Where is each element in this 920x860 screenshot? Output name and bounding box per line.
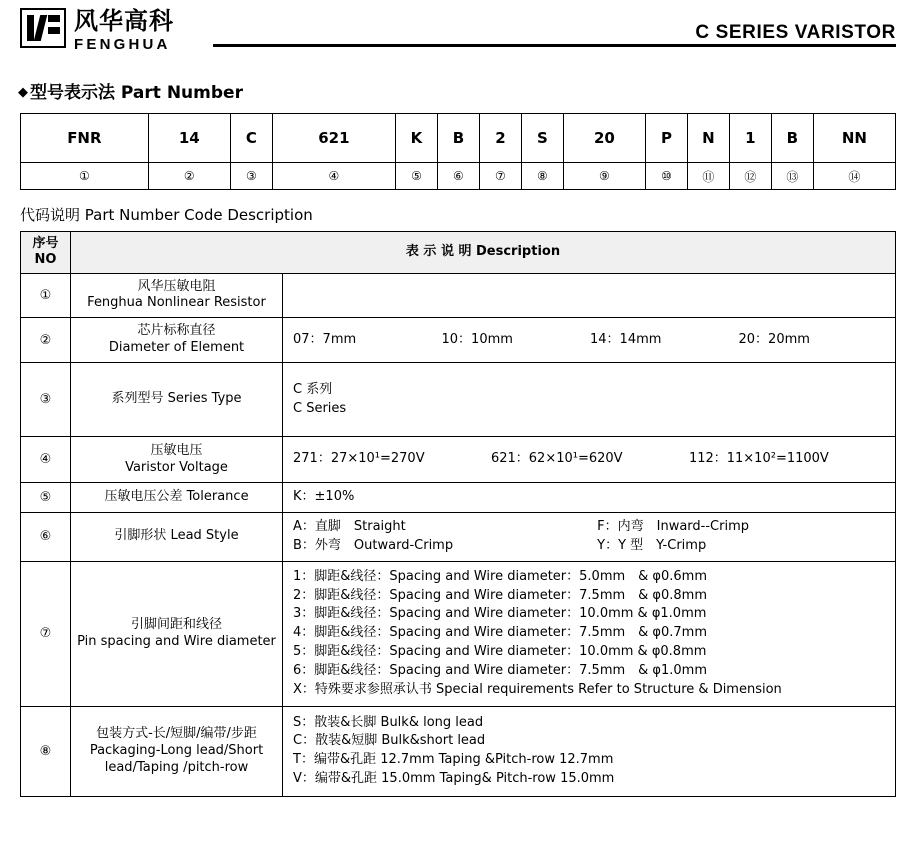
desc-line: X：特殊要求参照承认书 Special requirements Refer to Structure & Dimension xyxy=(293,681,782,697)
desc-item: 112：11×10²=1100V xyxy=(688,451,829,467)
pn-code-cell: 621 xyxy=(272,114,395,163)
desc-item: 07：7mm xyxy=(293,331,357,347)
desc-line: 5：脚距&线径：Spacing and Wire diameter：10.0mm & φ0.8mm xyxy=(293,644,707,660)
table-row xyxy=(21,437,896,483)
row-no: ⑦ xyxy=(21,561,71,706)
desc-line: C：散装&短脚 Bulk&short lead xyxy=(293,733,486,749)
desc-item: 271：27×10¹=270V xyxy=(293,451,425,467)
part-number-table-wrap xyxy=(20,113,896,190)
pn-code-cell: B xyxy=(771,114,813,163)
header-divider xyxy=(213,44,896,47)
pn-index-cell: ③ xyxy=(230,163,272,190)
desc-item: 14：14mm xyxy=(590,331,662,347)
row-name-cn: 包装方式-长/短脚/编带/步距 xyxy=(96,725,257,741)
pn-index-cell: ⑦ xyxy=(479,163,521,190)
code-description-table-wrap xyxy=(20,231,896,797)
row-name-en: Fenghua Nonlinear Resistor xyxy=(87,295,266,311)
diamond-bullet-icon: ◆ xyxy=(18,85,28,100)
row-no: ③ xyxy=(21,363,71,437)
row-name-cn: 风华压敏电阻 xyxy=(137,278,216,294)
pn-index-cell: ⑨ xyxy=(563,163,645,190)
desc-item: B：外弯 Outward-Crimp xyxy=(293,537,454,553)
row-name xyxy=(71,437,283,483)
row-name xyxy=(71,318,283,363)
desc-line: C 系列 xyxy=(293,381,333,397)
row-name-cn: 压敏电压公差 Tolerance xyxy=(104,489,249,505)
row-name-en: Pin spacing and Wire diameter xyxy=(77,633,276,649)
desc-line: C Series xyxy=(293,400,347,416)
row-desc xyxy=(283,706,896,796)
header-no xyxy=(21,232,71,274)
pn-code-cell: NN xyxy=(813,114,895,163)
page-header xyxy=(0,0,920,62)
desc-line: 4：脚距&线径：Spacing and Wire diameter：7.5mm & φ0.7mm xyxy=(293,625,708,641)
logo-chinese-name: 风华高科 xyxy=(74,7,174,35)
page-title: C SERIES VARISTOR xyxy=(695,22,896,43)
row-name xyxy=(71,483,283,513)
row-name xyxy=(71,706,283,796)
pn-code-cell: 14 xyxy=(148,114,230,163)
row-desc xyxy=(283,513,896,562)
section-heading-label: 型号表示法 Part Number xyxy=(30,83,243,103)
desc-item: 621：62×10¹=620V xyxy=(490,451,623,467)
desc-line: 1：脚距&线径：Spacing and Wire diameter：5.0mm & φ0.6mm xyxy=(293,568,708,584)
company-logo xyxy=(20,8,174,52)
desc-line: T：编带&孔距 12.7mm Taping &Pitch-row 12.7mm xyxy=(293,752,614,768)
pn-index-cell: ⑤ xyxy=(395,163,437,190)
pn-code-cell: B xyxy=(437,114,479,163)
row-no: ④ xyxy=(21,437,71,483)
row-name-en: Diameter of Element xyxy=(108,340,245,356)
row-no: ⑧ xyxy=(21,706,71,796)
part-number-index-row xyxy=(21,163,896,190)
table-row xyxy=(21,561,896,706)
row-name-en: Varistor Voltage xyxy=(125,459,228,475)
row-desc xyxy=(283,483,896,513)
pn-index-cell: ⑧ xyxy=(521,163,563,190)
fenghua-logo-icon xyxy=(20,8,66,48)
code-description-table xyxy=(20,231,896,797)
row-no: ⑤ xyxy=(21,483,71,513)
logo-english-name: FENGHUA xyxy=(74,36,171,53)
header-description: 表 示 说 明 Description xyxy=(71,232,896,274)
pn-code-cell: P xyxy=(645,114,687,163)
desc-line: K：±10% xyxy=(293,489,355,505)
row-desc xyxy=(283,363,896,437)
row-name-cn: 压敏电压 xyxy=(150,442,203,458)
pn-index-cell: ⑥ xyxy=(437,163,479,190)
row-no: ② xyxy=(21,318,71,363)
table-row xyxy=(21,513,896,562)
table-row xyxy=(21,363,896,437)
row-desc xyxy=(283,437,896,483)
desc-line: 3：脚距&线径：Spacing and Wire diameter：10.0mm & φ1.0mm xyxy=(293,606,707,622)
table-row xyxy=(21,318,896,363)
desc-line: 2：脚距&线径：Spacing and Wire diameter：7.5mm & φ0.8mm xyxy=(293,587,708,603)
pn-index-cell: ⑪ xyxy=(687,163,729,190)
row-no: ① xyxy=(21,273,71,318)
code-description-heading: 代码说明 Part Number Code Description xyxy=(20,206,313,224)
pn-index-cell: ⑩ xyxy=(645,163,687,190)
pn-code-cell: 20 xyxy=(563,114,645,163)
pn-index-cell: ⑫ xyxy=(729,163,771,190)
table-row xyxy=(21,483,896,513)
pn-code-cell: N xyxy=(687,114,729,163)
row-name xyxy=(71,513,283,562)
desc-item: F：内弯 Inward--Crimp xyxy=(597,519,749,535)
desc-item: 10：10mm xyxy=(441,331,513,347)
pn-index-cell: ④ xyxy=(272,163,395,190)
row-name xyxy=(71,363,283,437)
header-no-line1: 序号 xyxy=(32,236,59,251)
row-desc xyxy=(283,273,896,318)
pn-index-cell: ② xyxy=(148,163,230,190)
pn-code-cell: 1 xyxy=(729,114,771,163)
desc-line: V：编带&孔距 15.0mm Taping& Pitch-row 15.0mm xyxy=(293,771,615,787)
section-heading xyxy=(18,78,920,103)
row-name xyxy=(71,561,283,706)
row-name xyxy=(71,273,283,318)
row-no: ⑥ xyxy=(21,513,71,562)
pn-code-cell: C xyxy=(230,114,272,163)
row-name-en: Packaging-Long lead/Short lead/Taping /pitch-row xyxy=(89,742,264,775)
table-row xyxy=(21,706,896,796)
desc-line: 6：脚距&线径：Spacing and Wire diameter：7.5mm & φ1.0mm xyxy=(293,663,708,679)
pn-index-cell: ⑭ xyxy=(813,163,895,190)
logo-text xyxy=(74,8,174,52)
part-number-table xyxy=(20,113,896,190)
row-name-cn: 芯片标称直径 xyxy=(137,323,216,339)
pn-code-cell: K xyxy=(395,114,437,163)
row-desc xyxy=(283,561,896,706)
pn-code-cell: 2 xyxy=(479,114,521,163)
row-name-cn: 引脚形状 Lead Style xyxy=(114,528,239,544)
desc-item: 20：20mm xyxy=(738,331,810,347)
row-desc xyxy=(283,318,896,363)
pn-code-cell: S xyxy=(521,114,563,163)
pn-code-cell: FNR xyxy=(21,114,149,163)
row-name-cn: 系列型号 Series Type xyxy=(111,391,242,407)
header-no-line2: NO xyxy=(34,252,57,268)
desc-line: S：散装&长脚 Bulk& long lead xyxy=(293,714,484,730)
desc-item: Y：Y 型 Y-Crimp xyxy=(597,537,707,553)
row-name-cn: 引脚间距和线径 xyxy=(130,616,222,632)
part-number-codes-row xyxy=(21,114,896,163)
table-header-row xyxy=(21,232,896,274)
pn-index-cell: ⑬ xyxy=(771,163,813,190)
table-row xyxy=(21,273,896,318)
pn-index-cell: ① xyxy=(21,163,149,190)
desc-item: A：直脚 Straight xyxy=(293,519,406,535)
